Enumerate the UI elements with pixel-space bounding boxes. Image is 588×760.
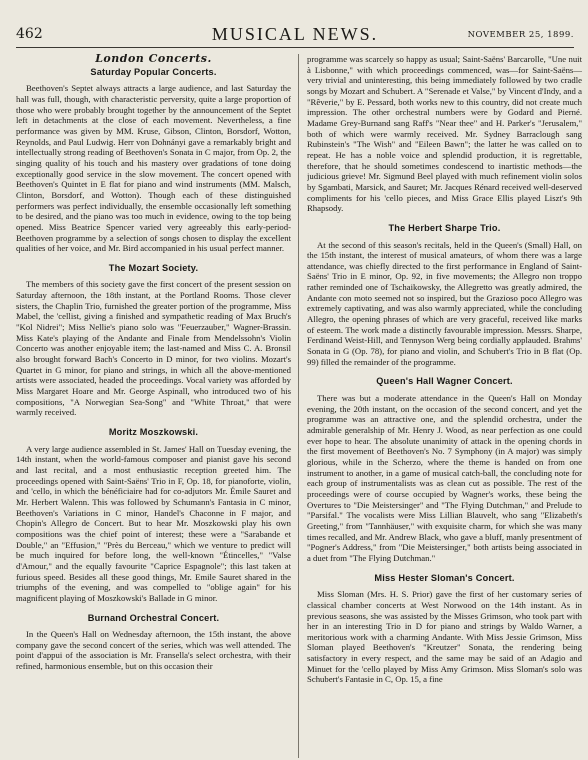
right-column [307, 54, 582, 758]
article-body: At the second of this season's recitals, held in the Queen's (Small) Hall, on the 15th instant, the interest of musical amateurs, of whom there was a large attendance, was chiefly directed to the first performance in England of Saint-Saëns' Trio in E minor, Op. 92, in five movements; the Allegro non troppo rather reminded one of Tschaikowsky, the Allegretto was greatly admired, the Andante con moto seemed not so inspired, but the Grazioso poco Allegro was extremely captivating, and was also warmly appreciated, while the concluding Allegro, the opening phrases of which are very graceful, received like marks of esteem. The work made a distinctly favourable impression. Messrs. Sharpe, Ferdinand Weist-Hill, and Tennyson Werg being cordially applauded. Brahms' Sonata in G (Op. 78), for piano and violin, and Schubert's Trio in B flat (Op. 99) filled the remainder of the programme. [307, 239, 582, 367]
issue-date: NOVEMBER 25, 1899. [467, 30, 574, 40]
article-heading: Miss Hester Sloman's Concert. [374, 572, 515, 583]
page-header [16, 26, 574, 48]
article-heading: Saturday Popular Concerts. [90, 66, 217, 77]
column-divider [298, 54, 299, 758]
article-heading: Burnand Orchestral Concert. [87, 612, 220, 623]
article-heading: The Mozart Society. [108, 262, 199, 273]
article-body-continued: programme was scarcely so happy as usual; Saint-Saëns' Barcarolle, "Une nuit à Lisbonne," with which proceedings commenced, was—for Saint-Saëns—very trivial and uninteresting, this being immediately followed by two cradle songs by Mozart and Schubert. A "Serenade et Valse," by Vincent d'Indy, and a "Rêverie," by E. Pessard, both works new to this country, did not create much impression. The other orchestral numbers were by Godard and Pierné. Madame Grey-Burnand sang Raff's "Near thee" and H. Parker's "Jerusalem," both of which were warmly received. Mr. Sydney Barraclough sang Rubinstein's "The Wish" and "Eileen Bawn"; the latter he was called on to repeat. He has a noble voice and splendid production, it is regrettable, therefore, that he should sometimes condescend to inartistic methods—the judicious grieve! Mr. Sigmund Beel played with much refinement violin solos by Sgambati, Marsick, and Sauret; Mr. Jacques Rénard received well-deserved compliments for his 'cello pieces, and Miss Grace Ellis played Liszt's 9th Rhapsody. [307, 54, 582, 214]
section-banner: London Concerts. [95, 54, 212, 65]
article-body: There was but a moderate attendance in the Queen's Hall on Monday evening, the 20th instant, on the occasion of the second concert, and yet the programme was an attractive one, and the splendid orchestra, under the admirable generalship of Mr. Henry J. Wood, as near perfection as one could ever hope to hear. The absolute unanimity of attack in the opening chords in the first movement of Beethoven's No. 7 Symphony (in A major) was simply glorious, while in the Scherzo, where the theme is handed on from one instrument to another, in a game of musical catch-ball, the concluding note for each group of instrumentalists was as clean cut as possible. The rest of the proceedings were of course occupied by Wagner's works, these being the Overtures to "Die Meistersinger" and "The Flying Dutchman," and Prelude to "Parsifal." The vocalists were Miss Lillian Blauvelt, who sang "Elizabeth's Greeting," from "Tannhäuser," with exquisite charm, for which she was many times recalled, and Mr. Andrew Black, who gave a bluff, manly presentment of "Pogner's Address," from "Die Meistersinger," both artists being associated in a duet from "The Flying Dutchman." [307, 393, 582, 563]
article-body: The members of this society gave the first concert of the present session on Saturday afternoon, the 18th instant, at the Portland Rooms. Those clever sisters, the Chaplin Trio, furnished the greater portion of the programme, Miss Mabel, the 'cellist, giving a finished and sympathetic reading of Max Bruch's "Kol Nidrei"; Miss Nellie's piano solo was "Feuerzauber," Wagner-Brassin. Miss Kate's playing of the Andante and Finale from Mendelssohn's Violin Concerto was another enjoyable item; the last-named and Miss C. A. Bronsil also brought forward Bach's Concerto in D minor, for two violins. Mozart's Quartet in G minor, for piano and strings, in which all the above-mentioned artists were associated, headed the proceedings. Vocal variety was afforded by Miss Margaret Hoare and Mr. George Aspinall, who introduced two of his compositions, "A Norwegian Sea-Song" and "White Throat," that were warmly received. [16, 279, 291, 418]
masthead: MUSICAL NEWS. [211, 24, 379, 44]
article-heading: Queen's Hall Wagner Concert. [376, 376, 513, 387]
article-body: In the Queen's Hall on Wednesday afternoon, the 15th instant, the above company gave the second concert of the series, which was well attended. The point d'appui of the association is Mr. Fransella's select orchestra, with their refined, harmonious ensemble, but on this occasion their [16, 629, 291, 672]
page-number: 462 [16, 26, 43, 42]
article-heading: Moritz Moszkowski. [108, 427, 199, 437]
article-body: A very large audience assembled in St. James' Hall on Tuesday evening, the 14th instant, when the world-famous composer and pianist gave his second and last recital, and a most enthusiastic reception greeted him. The proceedings opened with Saint-Saëns' Trio in F, Op. 18, for pianoforte, violin, and 'cello, in which the bénéficiaire had for co-adjutors Mr. Émile Sauret and Mr. Herbert Walenn. This was followed by Schumann's Fantasia in C minor, Beethoven's Variations in C minor, Handel's Chaconne in F major, and Chopin's Allegro de Concert. But to hear Mr. Moszkowski play his own compositions was the chief point of interest; these were a "Sarabande et Double," an "Effusion," "Près du Berceau," which we venture to predict will be much inquired for before long, the well-known "Étincelles," "Valse d'Amour," and the equally favourite "Caprice Espagnole"; this last taken at furious speed. Besides all these good things, Mr. Emile Sauret shared in the triumphs of the evening, and was compelled to "oblige again" for his magnificent playing of Moszkowski's Ballade in G minor. [16, 443, 291, 603]
article-heading: The Herbert Sharpe Trio. [388, 222, 501, 233]
article-body: Miss Sloman (Mrs. H. S. Prior) gave the first of her customary series of classical chamber concerts at West Norwood on the 14th instant. As in previous seasons, she was assisted by the Misses Grimson, who took part with her in an interesting Trio in D for piano and strings by Waldo Warner, a meritorious work with a charming Andante. With Miss Jessie Grimson, Miss Sloman played Beethoven's "Kreutzer" Sonata, the rendering being satisfactory in every respect, and the same may be said of an Adagio and Minuet for the 'cello played by Miss Amy Grimson. Miss Sloman's solo was Schubert's Fantasie in C, Op. 15, a fine [307, 589, 582, 685]
article-body: Beethoven's Septet always attracts a large audience, and last Saturday the hall was full, though, with characteristic perversity, quite a large proportion of those who were probably brought together by the announcement of the Septet left in detachments at the close of each movement. Nevertheless, a fine performance was given by MM. Kruse, Gibson, Clinton, Borsdorf, Wotton, Reynolds, and Paul Ludwig. Herr von Dohnányi gave a remarkably bright and intellectually strong reading of Beethoven's Sonata in C major, from Op. 2, the singing quality of his touch and his mastery over gradations of tone doing exceptionally good service in the slow movement. The concert opened with Beethoven's Quintet in E flat for piano and wind instruments (MM. Malsch, Clinton, Borsdorf, and Wotton). Though each of these distinguished performers was perfect individually, the ensemble occasionally left something to be desired, and the piano was too much in evidence, owing to the top being opened. Miss Beatrice Spencer varied very agreeably this early-period-Beethoven programme by a selection of songs chosen to display the excellent qualities of her voice, and Mr. Bird accompanied in his usual perfect manner. [16, 83, 291, 254]
left-column [16, 54, 291, 758]
